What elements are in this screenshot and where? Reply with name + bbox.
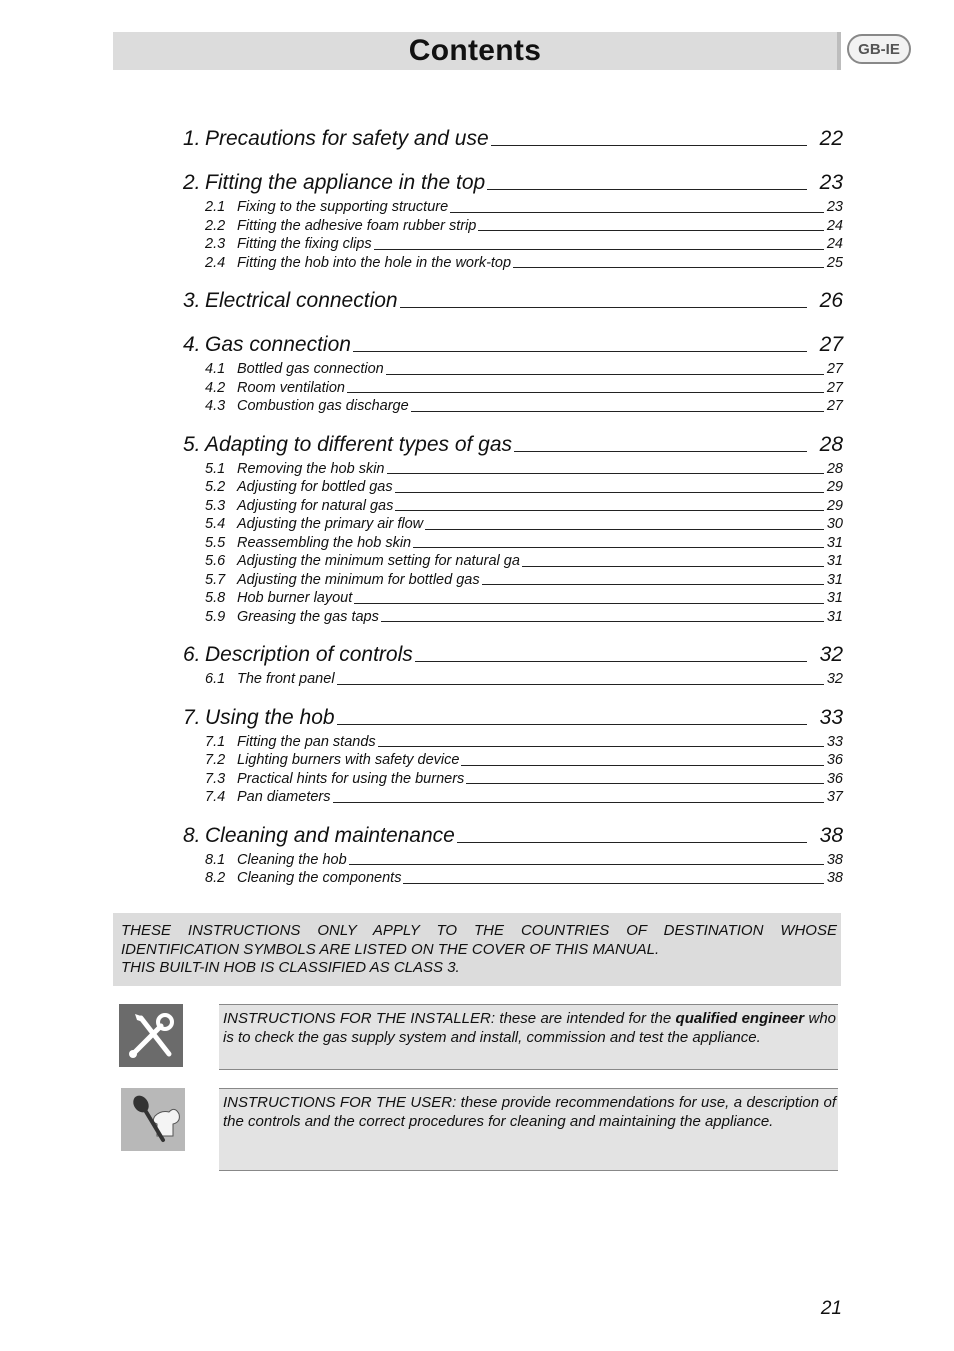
section-page: 38 [819,823,843,847]
section-page: 22 [819,127,843,150]
toc-subsection-line[interactable] [183,235,843,254]
section-page: 23 [819,171,843,194]
section-number: 1. [183,127,201,150]
subsection-title: Adjusting the minimum for bottled gas [237,571,480,588]
leader-line [461,764,824,766]
subsection-title: Fitting the hob into the hole in the work-top [237,254,512,271]
toc-subsection-line[interactable] [183,733,843,752]
subsection-number: 7.4 [205,789,226,805]
installer-text-b: who is to check the gas supply system and install, commission and test the appliance. [223,1010,836,1046]
subsection-page: 31 [826,553,843,569]
toc-section-line[interactable] [183,286,843,316]
toc-subsection-line[interactable] [183,534,843,553]
toc-subsection-line[interactable] [183,460,843,479]
toc-section [183,703,843,807]
subsection-title: Greasing the gas taps [237,608,379,625]
subsection-title: Hob burner layout [237,590,353,606]
installer-text-bold: qualified engineer [675,1010,805,1027]
toc-section-line[interactable] [183,168,843,198]
toc-subsection-line[interactable] [183,589,843,608]
chef-spoon-icon [121,1088,185,1151]
subsection-title: The front panel [237,671,335,687]
notice-box [113,913,841,986]
subsection-title: Reassembling the hob skin [237,534,412,551]
subsection-page: 24 [826,217,843,234]
leader-line [425,528,824,530]
leader-line [415,660,807,662]
leader-line [387,472,825,474]
leader-line [349,863,824,865]
subsection-page: 38 [826,870,843,886]
subsection-page: 31 [826,590,843,606]
country-badge: GB-IE [847,34,911,64]
subsection-number: 7.2 [205,752,226,768]
section-title: Electrical connection [205,289,398,312]
leader-line [513,266,824,268]
toc-subsection-line[interactable] [183,751,843,770]
toc-section-line[interactable] [183,640,843,670]
subsection-title: Lighting burners with safety device [237,752,460,768]
toc-subsection-line[interactable] [183,515,843,534]
subsection-number: 5.6 [205,553,226,569]
installer-text-a: INSTRUCTIONS FOR THE INSTALLER: these are intended for the [223,1010,676,1027]
subsection-number: 8.1 [205,851,226,868]
section-title: Cleaning and maintenance [205,823,455,847]
section-number: 4. [183,333,201,356]
subsection-page: 27 [826,398,843,414]
toc-section-line[interactable] [183,821,843,851]
toc-section-line[interactable] [183,430,843,460]
subsection-title: Fitting the fixing clips [237,236,372,252]
toc-section [183,286,843,316]
toc-subsection-line[interactable] [183,497,843,516]
toc-subsection-line[interactable] [183,552,843,571]
section-title: Description of controls [205,643,413,666]
leader-line [400,306,807,308]
subsection-page: 27 [826,379,843,396]
toc-section-line[interactable] [183,124,843,154]
toc-subsection-line[interactable] [183,788,843,807]
subsection-page: 31 [826,534,843,551]
leader-line [386,373,824,375]
subsection-number: 7.1 [205,733,226,750]
subsection-page: 29 [826,497,843,514]
subsection-number: 7.3 [205,770,226,787]
leader-line [333,801,825,803]
section-number: 7. [183,705,201,729]
subsection-title: Fixing to the supporting structure [237,199,449,215]
subsection-number: 5.4 [205,516,226,532]
leader-line [337,723,807,725]
toc-section [183,330,843,416]
subsection-page: 32 [826,671,843,687]
subsection-number: 2.1 [205,199,226,215]
toc-subsection-line[interactable] [183,478,843,497]
subsection-title: Removing the hob skin [237,460,385,477]
subsection-title: Cleaning the hob [237,851,347,868]
section-page: 28 [819,432,843,456]
toc-section [183,430,843,627]
subsection-number: 5.8 [205,590,226,606]
subsection-title: Cleaning the components [237,870,402,886]
leader-line [522,565,824,567]
leader-line [411,410,824,412]
leader-line [491,144,807,146]
notice-line-2: THIS BUILT-IN HOB IS CLASSIFIED AS CLASS 3. [121,959,460,976]
subsection-title: Adjusting the primary air flow [237,516,424,532]
leader-line [395,509,824,511]
toc-section-line[interactable] [183,703,843,733]
subsection-title: Adjusting for bottled gas [237,479,393,495]
subsection-number: 2.4 [205,254,226,271]
toc-section [183,640,843,689]
subsection-number: 5.9 [205,608,226,625]
toc-subsection-line[interactable] [183,198,843,217]
subsection-title: Room ventilation [237,379,345,396]
subsection-page: 29 [826,479,843,495]
subsection-number: 5.5 [205,534,226,551]
subsection-page: 31 [826,608,843,625]
subsection-page: 25 [826,254,843,271]
subsection-title: Pan diameters [237,789,331,805]
subsection-page: 37 [826,789,843,805]
subsection-title: Practical hints for using the burners [237,770,465,787]
section-page: 32 [819,643,843,666]
subsection-number: 4.1 [205,361,226,377]
toc-section [183,168,843,272]
section-page: 26 [819,289,843,312]
section-title: Fitting the appliance in the top [205,171,486,194]
section-title: Using the hob [205,705,335,729]
subsection-title: Fitting the pan stands [237,733,376,750]
toc-subsection-line[interactable] [183,608,843,627]
toc-subsection-line[interactable] [183,571,843,590]
subsection-page: 27 [826,361,843,377]
subsection-number: 4.2 [205,379,226,396]
subsection-page: 23 [826,199,843,215]
leader-line [450,211,824,213]
subsection-title: Fitting the adhesive foam rubber strip [237,217,477,234]
subsection-page: 36 [826,752,843,768]
subsection-page: 28 [826,460,843,477]
leader-line [353,350,807,352]
leader-line [478,229,824,231]
page-title: Contents [408,34,542,67]
leader-line [482,583,824,585]
section-number: 8. [183,823,201,847]
section-page: 33 [819,705,843,729]
leader-line [354,602,824,604]
subsection-number: 5.3 [205,497,226,514]
section-number: 3. [183,289,201,312]
installer-instructions [219,1004,838,1070]
leader-line [381,620,824,622]
leader-line [378,745,824,747]
notice-line-1: THESE INSTRUCTIONS ONLY APPLY TO THE COUNTRIES OF DESTINATION WHOSE IDENTIFICATION SYMBOLS ARE LISTED ON THE COVER OF THIS MANUAL. [121,922,837,958]
subsection-title: Bottled gas connection [237,361,384,377]
subsection-number: 5.7 [205,571,226,588]
leader-line [403,882,824,884]
table-of-contents [183,124,843,902]
leader-line [337,683,824,685]
toc-subsection-line[interactable] [183,869,843,888]
subsection-page: 30 [826,516,843,532]
subsection-number: 4.3 [205,398,226,414]
leader-line [487,188,807,190]
subsection-title: Adjusting for natural gas [237,497,394,514]
subsection-page: 38 [826,851,843,868]
section-number: 2. [183,171,201,194]
tools-icon [119,1004,183,1067]
page-number: 21 [820,1298,842,1319]
subsection-page: 24 [826,236,843,252]
section-title: Adapting to different types of gas [205,432,513,456]
leader-line [374,248,824,250]
toc-subsection-line[interactable] [183,379,843,398]
leader-line [466,782,824,784]
toc-subsection-line[interactable] [183,670,843,689]
leader-line [347,391,824,393]
leader-line [395,491,824,493]
section-page: 27 [819,333,843,356]
toc-section [183,124,843,154]
subsection-number: 8.2 [205,870,226,886]
toc-subsection-line[interactable] [183,360,843,379]
toc-section-line[interactable] [183,330,843,360]
toc-subsection-line[interactable] [183,217,843,236]
user-instructions: INSTRUCTIONS FOR THE USER: these provide recommendations for use, a description of the controls and the correct procedures for cleaning and maintaining the appliance. [219,1088,838,1171]
subsection-number: 2.2 [205,217,226,234]
toc-subsection-line[interactable] [183,770,843,789]
subsection-page: 33 [826,733,843,750]
section-number: 6. [183,643,201,666]
subsection-page: 36 [826,770,843,787]
subsection-title: Combustion gas discharge [237,398,409,414]
section-title: Gas connection [205,333,351,356]
subsection-title: Adjusting the minimum setting for natural ga [237,553,520,569]
title-bar [113,32,841,70]
subsection-number: 5.1 [205,460,226,477]
subsection-number: 5.2 [205,479,226,495]
toc-subsection-line[interactable] [183,397,843,416]
toc-subsection-line[interactable] [183,851,843,870]
toc-subsection-line[interactable] [183,254,843,273]
section-title: Precautions for safety and use [205,127,489,150]
leader-line [457,841,807,843]
toc-section [183,821,843,888]
section-number: 5. [183,432,201,456]
leader-line [413,546,824,548]
subsection-number: 2.3 [205,236,226,252]
subsection-number: 6.1 [205,671,226,687]
leader-line [514,450,807,452]
subsection-page: 31 [826,571,843,588]
